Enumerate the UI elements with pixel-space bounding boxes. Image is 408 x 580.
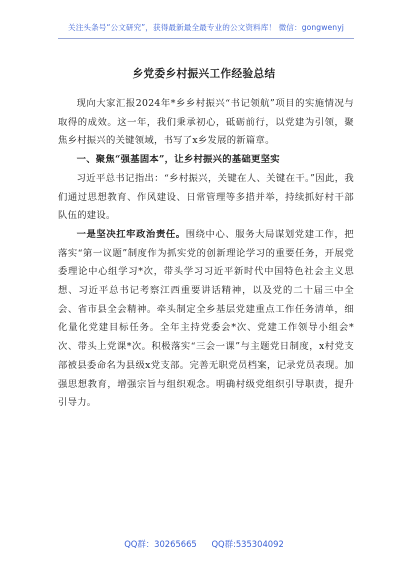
section-heading: 一、聚焦“强基固本”，让乡村振兴的基础更坚实 bbox=[76, 154, 280, 166]
intro-paragraph: 现向大家汇报2024年*乡乡村振兴“书记领航”项目的实施情况与取得的成效。这一年，我们秉承初心，砥砺前行，以党建为引领，聚焦乡村振兴的关键领域，书写了x乡发展的新篇章。 bbox=[58, 98, 354, 147]
point-lead: 一是坚决扛牢政治责任。 bbox=[76, 228, 186, 240]
section-paragraph: 习近平总书记指出：“乡村振兴，关键在人、关键在干。”因此，我们通过思想教育、作风建设、日常管理等多措并举，持续抓好村干部队伍的建设。 bbox=[58, 172, 354, 222]
header-banner: 关注头条号“公文研究”，获得最新最全最专业的公文资料库！ 微信：gongwenyj bbox=[68, 23, 344, 32]
point-paragraph bbox=[58, 226, 354, 413]
footer-qq-group-1: QQ群：30265665 bbox=[124, 539, 197, 549]
document-title: 乡党委乡村振兴工作经验总结 bbox=[132, 68, 276, 80]
point-text: 围绕中心、服务大局谋划党建工作，把落实“第一议题”制度作为抓实党的创新理论学习的重要任务，开展党委理论中心组学习*次，带头学习习近平新时代中国特色社会主义思想、习近平总书记考察江西重要讲话精神，以及党的二十届三中全会、省市县全会精神。牵头制定全乡基层党建重点工作任务清单，细化量化党建目标任务。全年主持党委会*次、党建工作领导小组会*次、带头上党课*次。积极落实“三会一课”与主题党日制度，x村党支部被县委命名为县级x党支部。完善无职党员档案，记录党员表现。加强思想教育，增强宗旨与组织观念。明确村级党组织引导职责，提升引导力。 bbox=[58, 228, 354, 409]
footer-qq-group-2: QQ群:535304092 bbox=[211, 539, 284, 549]
document-body bbox=[58, 95, 354, 413]
footer-contact bbox=[0, 538, 408, 550]
header-divider bbox=[58, 38, 354, 39]
